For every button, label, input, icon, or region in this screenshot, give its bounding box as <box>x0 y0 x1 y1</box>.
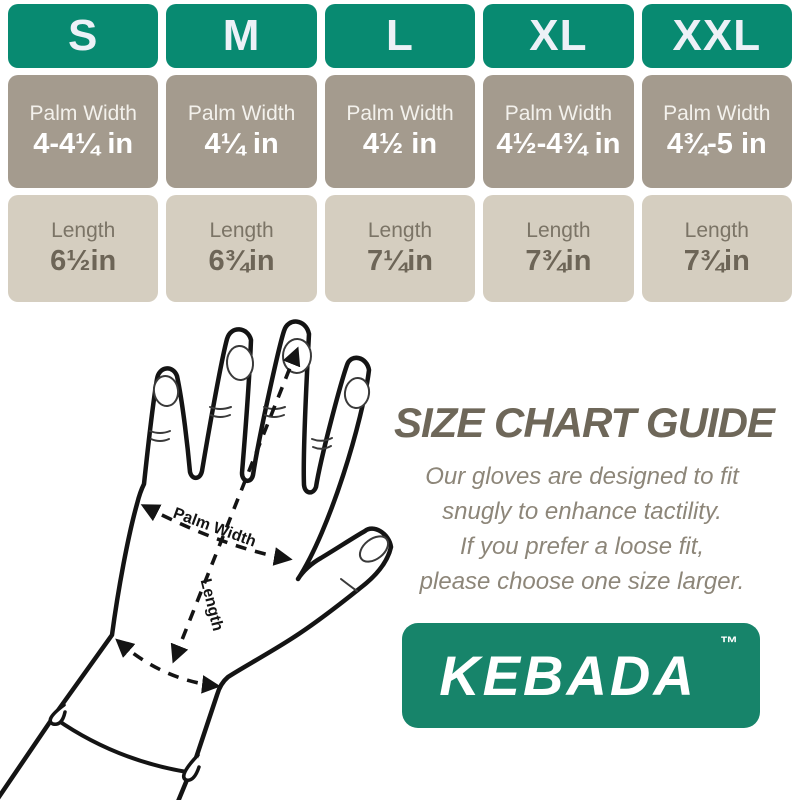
length-value: 6¾in <box>208 245 275 277</box>
hand-illustration <box>0 308 400 800</box>
length-value: 7¾in <box>683 245 750 277</box>
size-header-m <box>166 4 316 68</box>
brand-logo <box>402 623 760 728</box>
size-label: L <box>386 11 414 60</box>
length-cell-m <box>166 195 316 302</box>
palm-width-cell-xxl <box>642 75 792 188</box>
palm-width-label: Palm Width <box>29 102 137 125</box>
fit-description <box>394 459 770 599</box>
palm-width-value: 4¼ in <box>204 128 279 160</box>
hand-measurement-diagram <box>0 308 400 800</box>
palm-width-label: Palm Width <box>346 102 454 125</box>
length-label: Length <box>209 219 274 242</box>
length-arrow-label: Length <box>196 576 227 633</box>
fit-description-line: If you prefer a loose fit, <box>459 533 705 560</box>
length-label: Length <box>51 219 116 242</box>
fit-description-line: please choose one size larger. <box>419 568 745 595</box>
size-header-s <box>8 4 158 68</box>
length-cell-s <box>8 195 158 302</box>
info-panel <box>394 399 774 599</box>
palm-width-label: Palm Width <box>187 102 296 125</box>
palm-width-value: 4-4¼ in <box>33 128 134 160</box>
palm-width-cell-xl <box>483 75 633 188</box>
size-header-xxl <box>642 4 792 68</box>
length-label: Length <box>526 219 591 242</box>
palm-width-cell-s <box>8 75 158 188</box>
size-header-l <box>325 4 475 68</box>
length-cell-xxl <box>642 195 792 302</box>
length-value: 7¾in <box>525 245 592 277</box>
length-label: Length <box>367 219 433 242</box>
length-value: 6½in <box>50 245 117 277</box>
length-value: 7¼in <box>366 245 434 277</box>
brand-name: KEBADA <box>439 644 697 707</box>
palm-width-arrow-label: Palm Width <box>170 504 259 551</box>
fit-description-line: snugly to enhance tactility. <box>442 498 722 525</box>
palm-width-value: 4½-4¾ in <box>496 128 621 160</box>
size-label: XXL <box>672 11 762 60</box>
page-title: SIZE CHART GUIDE <box>394 399 774 446</box>
palm-width-value: 4½ in <box>362 128 438 160</box>
size-label: S <box>68 11 99 60</box>
size-header-xl <box>483 4 633 68</box>
palm-width-cell-l <box>325 75 475 188</box>
palm-width-label: Palm Width <box>663 102 771 125</box>
palm-width-value: 4¾-5 in <box>666 128 767 160</box>
hand-outline <box>0 322 391 800</box>
size-label: XL <box>529 11 588 60</box>
size-table <box>8 4 792 302</box>
length-cell-l <box>325 195 475 302</box>
trademark-symbol: ™ <box>720 633 738 653</box>
length-label: Length <box>684 219 749 242</box>
size-label: M <box>222 11 261 60</box>
length-cell-xl <box>483 195 633 302</box>
fit-description-line: Our gloves are designed to fit <box>425 463 739 490</box>
cuff-left-fold <box>50 705 65 724</box>
palm-width-label: Palm Width <box>504 102 613 125</box>
palm-width-cell-m <box>166 75 316 188</box>
